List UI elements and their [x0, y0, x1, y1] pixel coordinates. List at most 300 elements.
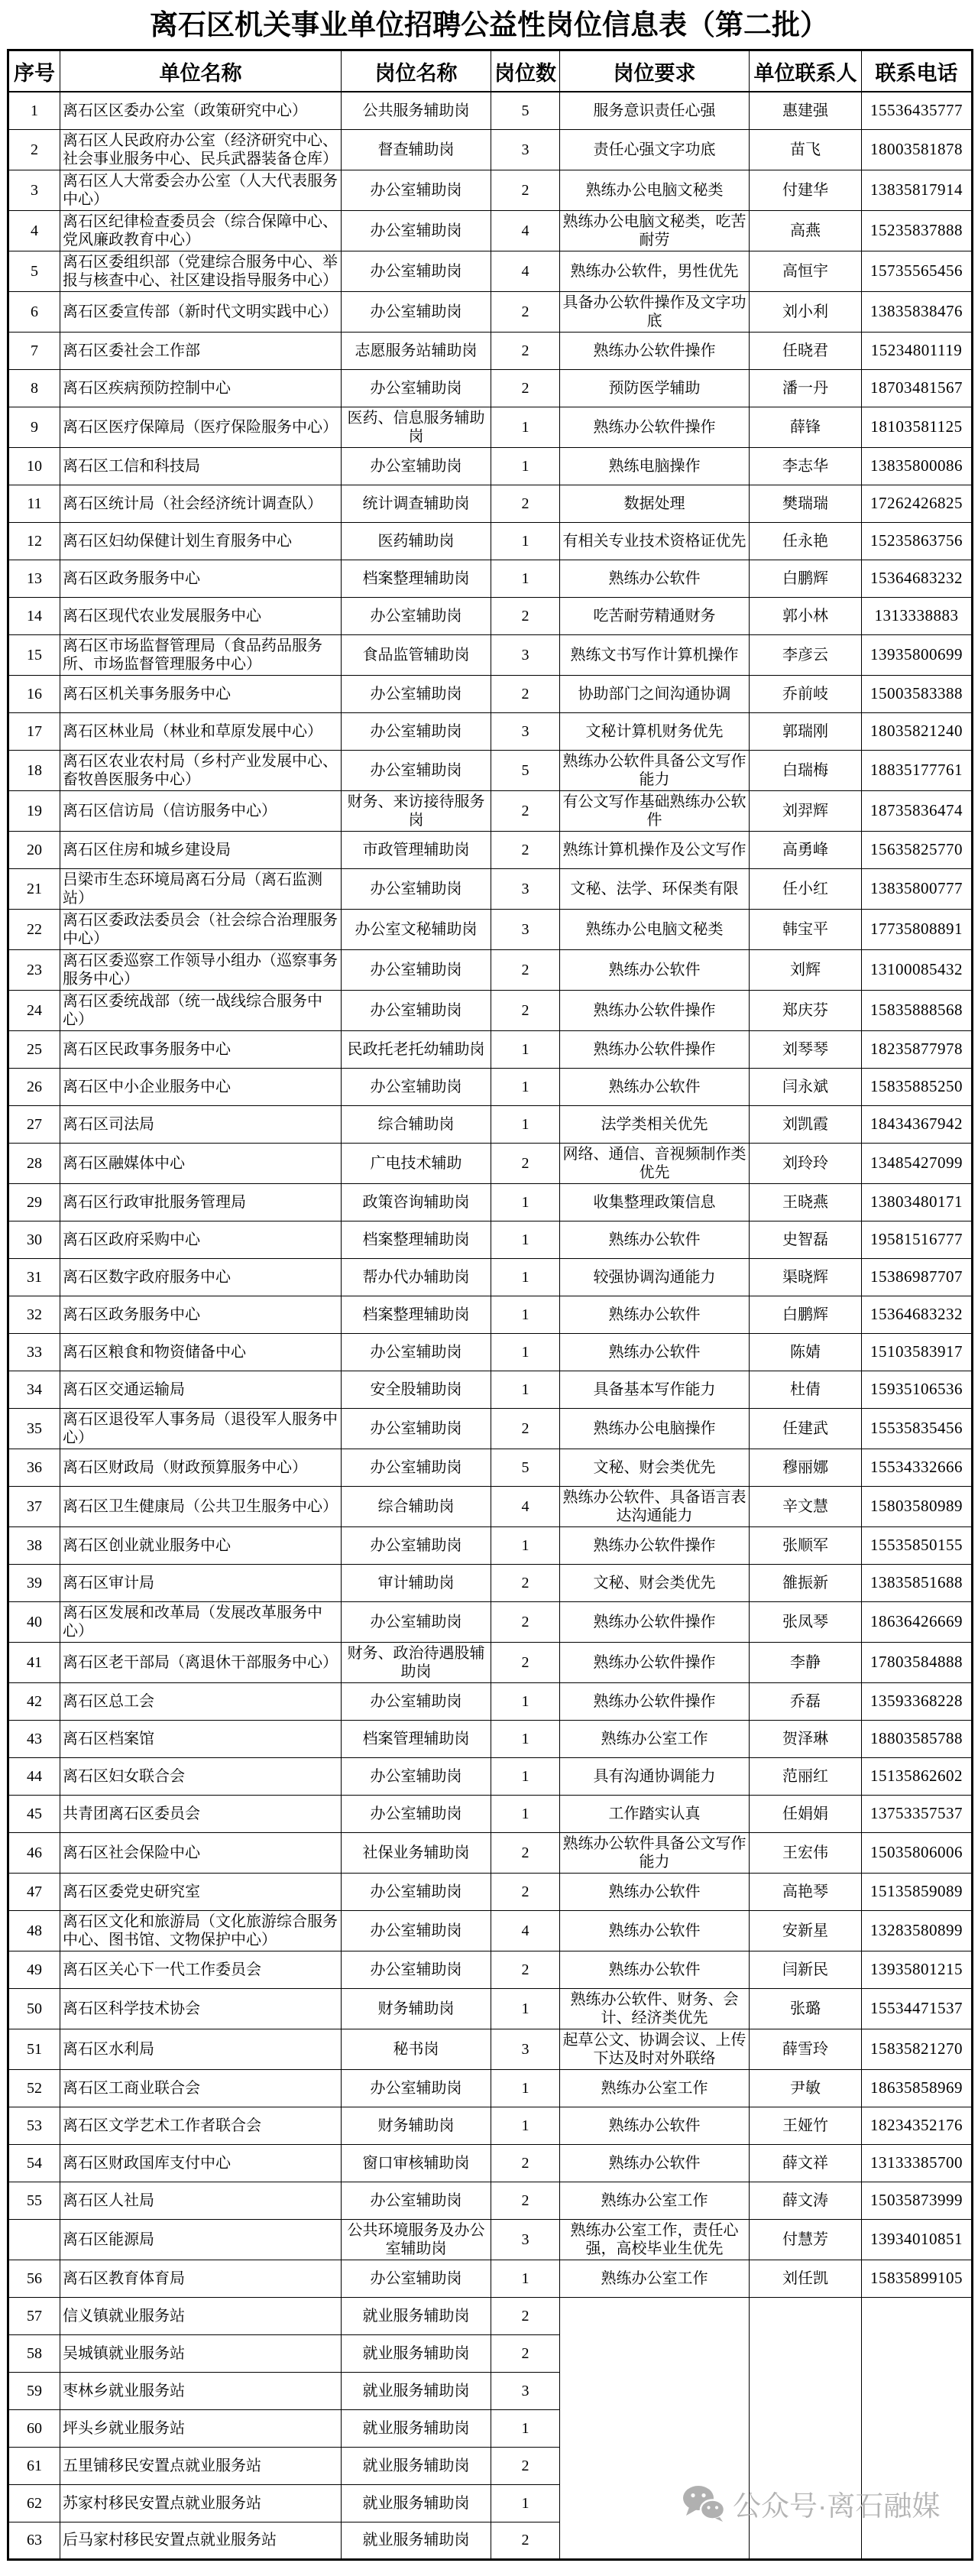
post-name-cell: 安全股辅助岗 [342, 1371, 491, 1408]
row-number-cell: 63 [8, 2522, 60, 2559]
row-number-cell: 9 [8, 407, 60, 447]
post-count-cell: 2 [491, 1143, 560, 1183]
table-row [8, 1832, 973, 1873]
unit-name-cell: 离石区工信和科技局 [60, 447, 342, 485]
post-count-cell: 2 [491, 990, 560, 1030]
post-name-cell: 食品监管辅助岗 [342, 634, 491, 675]
post-name-cell: 办公室辅助岗 [342, 170, 491, 210]
row-number-cell: 19 [8, 790, 60, 831]
unit-name-cell: 共青团离石区委员会 [60, 1795, 342, 1832]
row-number-cell: 60 [8, 2409, 60, 2447]
row-number-cell: 49 [8, 1951, 60, 1988]
phone-number-cell: 13835817914 [862, 170, 973, 210]
row-number-cell: 41 [8, 1642, 60, 1682]
post-name-cell: 办公室辅助岗 [342, 712, 491, 750]
contact-name-cell: 惠建强 [750, 92, 862, 129]
phone-number-cell: 18835177761 [862, 750, 973, 790]
post-count-cell: 2 [491, 1564, 560, 1601]
row-number-cell: 24 [8, 990, 60, 1030]
unit-name-cell: 五里铺移民安置点就业服务站 [60, 2447, 342, 2484]
table-row [8, 1910, 973, 1951]
post-count-cell: 5 [491, 750, 560, 790]
requirement-cell: 网络、通信、音视频制作类优先 [560, 1143, 750, 1183]
unit-name-cell: 离石区卫生健康局（公共卫生服务中心） [60, 1486, 342, 1526]
post-name-cell: 就业服务辅助岗 [342, 2334, 491, 2372]
requirement-cell: 熟练办公软件 [560, 1910, 750, 1951]
contact-name-cell: 薛文祥 [750, 2144, 862, 2182]
requirement-cell: 熟练办公软件 [560, 2144, 750, 2182]
post-count-cell: 1 [491, 1333, 560, 1371]
row-number-cell: 2 [8, 129, 60, 170]
unit-name-cell: 离石区农业农村局（乡村产业发展中心、畜牧兽医服务中心） [60, 750, 342, 790]
unit-name-cell: 离石区机关事务服务中心 [60, 675, 342, 712]
phone-number-cell: 13835800777 [862, 868, 973, 909]
unit-name-cell: 离石区中小企业服务中心 [60, 1068, 342, 1105]
post-count-cell: 3 [491, 634, 560, 675]
unit-name-cell: 离石区委政法委员会（社会综合治理服务中心） [60, 909, 342, 949]
post-name-cell: 办公室辅助岗 [342, 251, 491, 291]
row-number-cell: 42 [8, 1682, 60, 1720]
table-row [8, 2182, 973, 2219]
phone-number-cell: 13835800086 [862, 447, 973, 485]
requirement-cell: 熟练办公软件 [560, 1951, 750, 1988]
phone-number-cell: 18434367942 [862, 1105, 973, 1143]
contact-name-cell: 高燕 [750, 210, 862, 251]
post-name-cell: 医药辅助岗 [342, 522, 491, 560]
requirement-cell: 熟练办公软件操作 [560, 1030, 750, 1068]
phone-number-cell: 15835899105 [862, 2260, 973, 2297]
row-number-cell: 7 [8, 332, 60, 369]
post-count-cell: 1 [491, 2107, 560, 2144]
post-name-cell: 办公室辅助岗 [342, 1873, 491, 1910]
post-count-cell: 1 [491, 407, 560, 447]
contact-name-cell: 任晓君 [750, 332, 862, 369]
unit-name-cell: 离石区政务服务中心 [60, 1296, 342, 1333]
post-count-cell: 2 [491, 1873, 560, 1910]
contact-name-cell: 乔磊 [750, 1682, 862, 1720]
unit-name-cell: 离石区人社局 [60, 2182, 342, 2219]
phone-number-cell: 18235877978 [862, 1030, 973, 1068]
requirement-cell: 熟练办公电脑文秘类，吃苦耐劳 [560, 210, 750, 251]
post-name-cell: 档案整理辅助岗 [342, 1296, 491, 1333]
row-number-cell: 50 [8, 1988, 60, 2029]
post-name-cell: 办公室辅助岗 [342, 750, 491, 790]
unit-name-cell: 吕梁市生态环境局离石分局（离石监测站） [60, 868, 342, 909]
post-count-cell: 3 [491, 2372, 560, 2409]
table-row [8, 1951, 973, 1988]
requirement-cell: 收集整理政策信息 [560, 1183, 750, 1221]
contact-name-cell: 闫新民 [750, 1951, 862, 1988]
table-row [8, 1105, 973, 1143]
row-number-cell: 10 [8, 447, 60, 485]
table-row [8, 1030, 973, 1068]
post-count-cell: 2 [491, 291, 560, 332]
post-count-cell: 2 [491, 1951, 560, 1988]
row-number-cell: 62 [8, 2484, 60, 2522]
contact-name-cell: 穆丽娜 [750, 1449, 862, 1486]
table-row [8, 2297, 973, 2334]
contact-name-cell: 郭瑞刚 [750, 712, 862, 750]
unit-name-cell: 离石区粮食和物资储备中心 [60, 1333, 342, 1371]
merged-requirement-cell [560, 2297, 750, 2559]
post-name-cell: 秘书岗 [342, 2029, 491, 2069]
phone-number-cell: 15735565456 [862, 251, 973, 291]
table-row [8, 129, 973, 170]
post-name-cell: 综合辅助岗 [342, 1105, 491, 1143]
contact-name-cell: 贺泽琳 [750, 1720, 862, 1757]
unit-name-cell: 离石区委社会工作部 [60, 332, 342, 369]
contact-name-cell: 付慧芳 [750, 2219, 862, 2260]
post-name-cell: 办公室辅助岗 [342, 868, 491, 909]
unit-name-cell: 苏家村移民安置点就业服务站 [60, 2484, 342, 2522]
requirement-cell: 具有沟通协调能力 [560, 1757, 750, 1795]
row-number-cell: 14 [8, 597, 60, 634]
row-number-cell: 52 [8, 2069, 60, 2107]
unit-name-cell: 离石区工商业联合会 [60, 2069, 342, 2107]
requirement-cell: 熟练办公软件、财务、会计、经济类优先 [560, 1988, 750, 2029]
post-name-cell: 财务辅助岗 [342, 1988, 491, 2029]
unit-name-cell: 离石区林业局（林业和草原发展中心） [60, 712, 342, 750]
column-header: 岗位要求 [560, 50, 750, 92]
post-name-cell: 办公室辅助岗 [342, 597, 491, 634]
table-row [8, 675, 973, 712]
row-number-cell: 53 [8, 2107, 60, 2144]
table-row [8, 1873, 973, 1910]
post-name-cell: 公共服务辅助岗 [342, 92, 491, 129]
post-name-cell: 就业服务辅助岗 [342, 2372, 491, 2409]
table-row [8, 2107, 973, 2144]
post-count-cell: 3 [491, 712, 560, 750]
requirement-cell: 熟练办公电脑文秘类 [560, 170, 750, 210]
requirement-cell: 熟练办公软件、具备语言表达沟通能力 [560, 1486, 750, 1526]
requirement-cell: 熟练办公软件操作 [560, 990, 750, 1030]
unit-name-cell: 离石区水利局 [60, 2029, 342, 2069]
table-row [8, 291, 973, 332]
phone-number-cell: 13934010851 [862, 2219, 973, 2260]
contact-name-cell: 任建武 [750, 1408, 862, 1449]
row-number-cell: 34 [8, 1371, 60, 1408]
phone-number-cell: 19581516777 [862, 1221, 973, 1258]
phone-number-cell: 18636426669 [862, 1601, 973, 1642]
unit-name-cell: 离石区人民政府办公室（经济研究中心、社会事业服务中心、民兵武器装备仓库） [60, 129, 342, 170]
post-name-cell: 综合辅助岗 [342, 1486, 491, 1526]
row-number-cell [8, 2219, 60, 2260]
requirement-cell: 责任心强文字功底 [560, 129, 750, 170]
contact-name-cell: 付建华 [750, 170, 862, 210]
phone-number-cell: 15234801119 [862, 332, 973, 369]
contact-name-cell: 任永艳 [750, 522, 862, 560]
contact-name-cell: 高艳琴 [750, 1873, 862, 1910]
post-count-cell: 2 [491, 170, 560, 210]
row-number-cell: 37 [8, 1486, 60, 1526]
post-name-cell: 办公室辅助岗 [342, 1068, 491, 1105]
requirement-cell: 熟练文书写作计算机操作 [560, 634, 750, 675]
contact-name-cell: 渠晓辉 [750, 1258, 862, 1296]
post-count-cell: 1 [491, 447, 560, 485]
phone-number-cell: 15534332666 [862, 1449, 973, 1486]
contact-name-cell: 白鹏辉 [750, 1296, 862, 1333]
unit-name-cell: 离石区委党史研究室 [60, 1873, 342, 1910]
post-count-cell: 4 [491, 1486, 560, 1526]
row-number-cell: 6 [8, 291, 60, 332]
requirement-cell: 起草公文、协调会议、上传下达及时对外联络 [560, 2029, 750, 2069]
row-number-cell: 30 [8, 1221, 60, 1258]
table-row [8, 1601, 973, 1642]
table-row [8, 251, 973, 291]
post-count-cell: 1 [491, 1526, 560, 1564]
table-row [8, 949, 973, 990]
unit-name-cell: 离石区融媒体中心 [60, 1143, 342, 1183]
post-count-cell: 4 [491, 251, 560, 291]
post-count-cell: 1 [491, 1221, 560, 1258]
row-number-cell: 55 [8, 2182, 60, 2219]
phone-number-cell: 13100085432 [862, 949, 973, 990]
row-number-cell: 33 [8, 1333, 60, 1371]
post-name-cell: 办公室辅助岗 [342, 1795, 491, 1832]
post-name-cell: 督查辅助岗 [342, 129, 491, 170]
table-body [8, 92, 973, 2559]
post-count-cell: 2 [491, 1408, 560, 1449]
unit-name-cell: 离石区创业就业服务中心 [60, 1526, 342, 1564]
unit-name-cell: 离石区政务服务中心 [60, 560, 342, 597]
post-count-cell: 2 [491, 332, 560, 369]
unit-name-cell: 离石区委巡察工作领导小组办（巡察事务服务中心） [60, 949, 342, 990]
column-header: 单位名称 [60, 50, 342, 92]
unit-name-cell: 离石区社会保险中心 [60, 1832, 342, 1873]
post-name-cell: 财务辅助岗 [342, 2107, 491, 2144]
post-name-cell: 审计辅助岗 [342, 1564, 491, 1601]
watermark-label: 公众号·离石融媒 [733, 2490, 941, 2522]
requirement-cell: 熟练办公室工作 [560, 2182, 750, 2219]
table-row [8, 1449, 973, 1486]
row-number-cell: 3 [8, 170, 60, 210]
phone-number-cell: 15364683232 [862, 560, 973, 597]
post-name-cell: 办公室辅助岗 [342, 1408, 491, 1449]
post-count-cell: 2 [491, 1642, 560, 1682]
row-number-cell: 58 [8, 2334, 60, 2372]
contact-name-cell: 闫永斌 [750, 1068, 862, 1105]
contact-name-cell: 乔前岐 [750, 675, 862, 712]
post-count-cell: 1 [491, 1682, 560, 1720]
post-name-cell: 办公室辅助岗 [342, 1951, 491, 1988]
phone-number-cell: 13593368228 [862, 1682, 973, 1720]
unit-name-cell: 后马家村移民安置点就业服务站 [60, 2522, 342, 2559]
contact-name-cell: 郑庆芬 [750, 990, 862, 1030]
contact-name-cell: 高恒宇 [750, 251, 862, 291]
phone-number-cell: 13133385700 [862, 2144, 973, 2182]
post-count-cell: 1 [491, 1030, 560, 1068]
contact-name-cell: 李志华 [750, 447, 862, 485]
contact-name-cell: 李彦云 [750, 634, 862, 675]
requirement-cell: 熟练办公软件，男性优先 [560, 251, 750, 291]
unit-name-cell: 离石区退役军人事务局（退役军人服务中心） [60, 1408, 342, 1449]
unit-name-cell: 离石区疾病预防控制中心 [60, 369, 342, 407]
contact-name-cell: 王晓燕 [750, 1183, 862, 1221]
requirement-cell: 熟练办公软件 [560, 1296, 750, 1333]
table-row [8, 597, 973, 634]
table-row [8, 1720, 973, 1757]
contact-name-cell: 张顺军 [750, 1526, 862, 1564]
unit-name-cell: 离石区医疗保障局（医疗保险服务中心） [60, 407, 342, 447]
row-number-cell: 29 [8, 1183, 60, 1221]
phone-number-cell: 15635825770 [862, 831, 973, 868]
phone-number-cell: 13283580899 [862, 1910, 973, 1951]
row-number-cell: 27 [8, 1105, 60, 1143]
table-row [8, 712, 973, 750]
post-name-cell: 办公室辅助岗 [342, 1601, 491, 1642]
requirement-cell: 熟练电脑操作 [560, 447, 750, 485]
contact-name-cell: 潘一丹 [750, 369, 862, 407]
row-number-cell: 35 [8, 1408, 60, 1449]
row-number-cell: 11 [8, 485, 60, 522]
unit-name-cell: 离石区档案馆 [60, 1720, 342, 1757]
table-row [8, 560, 973, 597]
row-number-cell: 8 [8, 369, 60, 407]
unit-name-cell: 离石区妇幼保健计划生育服务中心 [60, 522, 342, 560]
post-name-cell: 办公室辅助岗 [342, 1682, 491, 1720]
post-name-cell: 广电技术辅助 [342, 1143, 491, 1183]
post-name-cell: 市政管理辅助岗 [342, 831, 491, 868]
table-row [8, 1408, 973, 1449]
requirement-cell: 文秘、财会类优先 [560, 1564, 750, 1601]
contact-name-cell: 高勇峰 [750, 831, 862, 868]
requirement-cell: 熟练办公软件 [560, 1333, 750, 1371]
table-row [8, 2260, 973, 2297]
requirement-cell: 较强协调沟通能力 [560, 1258, 750, 1296]
unit-name-cell: 离石区委组织部（党建综合服务中心、举报与核查中心、社区建设指导服务中心） [60, 251, 342, 291]
requirement-cell: 文秘、法学、环保类有限 [560, 868, 750, 909]
post-name-cell: 办公室辅助岗 [342, 1526, 491, 1564]
phone-number-cell: 13835838476 [862, 291, 973, 332]
post-count-cell: 2 [491, 949, 560, 990]
row-number-cell: 36 [8, 1449, 60, 1486]
post-count-cell: 1 [491, 1296, 560, 1333]
phone-number-cell: 15035806006 [862, 1832, 973, 1873]
table-row [8, 92, 973, 129]
table-row [8, 790, 973, 831]
post-count-cell: 1 [491, 1258, 560, 1296]
contact-name-cell: 任小红 [750, 868, 862, 909]
row-number-cell: 39 [8, 1564, 60, 1601]
requirement-cell: 具备办公软件操作及文字功底 [560, 291, 750, 332]
post-count-cell: 1 [491, 1068, 560, 1105]
post-name-cell: 办公室文秘辅助岗 [342, 909, 491, 949]
contact-name-cell: 任娟娟 [750, 1795, 862, 1832]
post-name-cell: 窗口审核辅助岗 [342, 2144, 491, 2182]
phone-number-cell: 13935801215 [862, 1951, 973, 1988]
phone-number-cell: 15103583917 [862, 1333, 973, 1371]
post-count-cell: 1 [491, 1183, 560, 1221]
unit-name-cell: 离石区委统战部（统一战线综合服务中心） [60, 990, 342, 1030]
post-count-cell: 3 [491, 2219, 560, 2260]
contact-name-cell: 王娅竹 [750, 2107, 862, 2144]
phone-number-cell: 17803584888 [862, 1642, 973, 1682]
post-name-cell: 办公室辅助岗 [342, 949, 491, 990]
contact-name-cell: 郭小林 [750, 597, 862, 634]
post-name-cell: 志愿服务站辅助岗 [342, 332, 491, 369]
requirement-cell: 熟练办公软件 [560, 2107, 750, 2144]
post-name-cell: 档案整理辅助岗 [342, 1221, 491, 1258]
table-header-row [8, 50, 973, 92]
table-row [8, 407, 973, 447]
phone-number-cell: 15534471537 [862, 1988, 973, 2029]
table-row [8, 2069, 973, 2107]
requirement-cell: 熟练办公软件 [560, 949, 750, 990]
unit-name-cell: 离石区市场监督管理局（食品药品服务所、市场监督管理服务中心） [60, 634, 342, 675]
row-number-cell: 40 [8, 1601, 60, 1642]
contact-name-cell: 尹敏 [750, 2069, 862, 2107]
row-number-cell: 54 [8, 2144, 60, 2182]
post-name-cell: 民政托老托幼辅助岗 [342, 1030, 491, 1068]
requirement-cell: 服务意识责任心强 [560, 92, 750, 129]
post-name-cell: 就业服务辅助岗 [342, 2409, 491, 2447]
contact-name-cell: 刘琴琴 [750, 1030, 862, 1068]
phone-number-cell: 15835821270 [862, 2029, 973, 2069]
table-row [8, 210, 973, 251]
row-number-cell: 1 [8, 92, 60, 129]
table-row [8, 522, 973, 560]
unit-name-cell: 离石区妇女联合会 [60, 1757, 342, 1795]
phone-number-cell: 13803480171 [862, 1183, 973, 1221]
post-name-cell: 社保业务辅助岗 [342, 1832, 491, 1873]
post-name-cell: 就业服务辅助岗 [342, 2522, 491, 2559]
contact-name-cell: 雒振新 [750, 1564, 862, 1601]
requirement-cell: 熟练办公软件操作 [560, 332, 750, 369]
post-count-cell: 3 [491, 2029, 560, 2069]
unit-name-cell: 离石区住房和城乡建设局 [60, 831, 342, 868]
requirement-cell: 熟练办公软件操作 [560, 1642, 750, 1682]
page-title: 离石区机关事业单位招聘公益性岗位信息表（第二批） [150, 10, 828, 41]
phone-number-cell: 15364683232 [862, 1296, 973, 1333]
row-number-cell: 28 [8, 1143, 60, 1183]
table-row [8, 1757, 973, 1795]
row-number-cell: 61 [8, 2447, 60, 2484]
phone-number-cell: 13485427099 [862, 1143, 973, 1183]
unit-name-cell: 离石区行政审批服务管理局 [60, 1183, 342, 1221]
requirement-cell: 熟练办公软件具备公文写作能力 [560, 750, 750, 790]
table-row [8, 485, 973, 522]
post-count-cell: 1 [491, 1988, 560, 2029]
contact-name-cell: 辛文慧 [750, 1486, 862, 1526]
row-number-cell: 20 [8, 831, 60, 868]
contact-name-cell: 史智磊 [750, 1221, 862, 1258]
requirement-cell: 熟练办公室工作 [560, 2260, 750, 2297]
requirement-cell: 数据处理 [560, 485, 750, 522]
merged-contact-cell [750, 2297, 862, 2559]
table-row [8, 1795, 973, 1832]
post-count-cell: 2 [491, 2297, 560, 2334]
post-count-cell: 1 [491, 1371, 560, 1408]
requirement-cell: 预防医学辅助 [560, 369, 750, 407]
post-name-cell: 办公室辅助岗 [342, 210, 491, 251]
post-count-cell: 5 [491, 1449, 560, 1486]
phone-number-cell: 15535835456 [862, 1408, 973, 1449]
unit-name-cell: 离石区总工会 [60, 1682, 342, 1720]
table-row [8, 831, 973, 868]
table-row [8, 369, 973, 407]
post-count-cell: 2 [491, 1832, 560, 1873]
requirement-cell: 熟练办公电脑操作 [560, 1408, 750, 1449]
row-number-cell: 4 [8, 210, 60, 251]
post-name-cell: 办公室辅助岗 [342, 2182, 491, 2219]
post-count-cell: 2 [491, 1601, 560, 1642]
requirement-cell: 有公文写作基础熟练办公软件 [560, 790, 750, 831]
contact-name-cell: 白鹏辉 [750, 560, 862, 597]
unit-name-cell: 离石区数字政府服务中心 [60, 1258, 342, 1296]
post-count-cell: 2 [491, 2522, 560, 2559]
phone-number-cell: 18003581878 [862, 129, 973, 170]
row-number-cell: 31 [8, 1258, 60, 1296]
